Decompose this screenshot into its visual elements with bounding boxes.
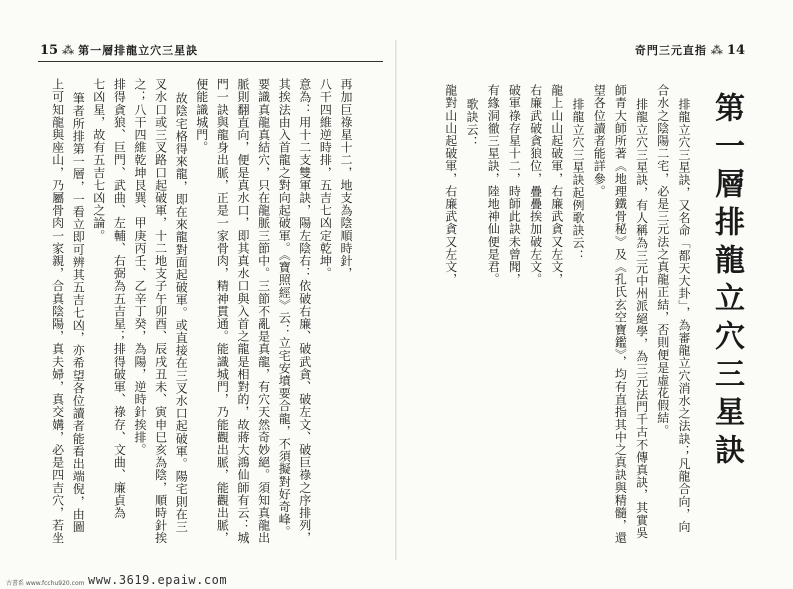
text-column: 望各位讀者能詳參。 — [592, 84, 607, 198]
right-page-header-title: 奇門三元直指 — [634, 44, 707, 57]
right-page-number: 14 — [726, 42, 745, 58]
text-column: 要識真龍真結穴，只在龍脈三節中。三節不亂是真龍，有穴天然奇妙絕。須知真龍出 — [256, 78, 271, 545]
text-column: 破軍祿存星十二，時師此訣未曾聞， — [507, 84, 522, 286]
text-column: 筆者所排第一層，一看立即可辨其五吉七凶，亦希望各位讀者能看出端倪，由圖 — [71, 92, 86, 533]
text-column: 排龍立穴三星訣，有人稱為三元中州派絕學，為三元法門千古不傳真訣，其實吳 — [634, 98, 649, 539]
text-column: 合水之陰陽二宅，必是三元法之真龍正結，否則便是虛花假結。 — [655, 84, 670, 437]
text-column: 排龍立穴三星訣，又名命「都天大卦」，為審龍立穴消水之法訣；凡龍合向，向 — [677, 98, 691, 533]
text-column: 歌訣云： — [465, 98, 479, 149]
text-column: 門一訣與龍身出脈，正是一家骨肉，精神貫通。能識城門，乃能觀出脈，能觀出脈， — [215, 78, 230, 545]
left-header-rule — [38, 61, 383, 62]
text-column: 再加巨祿星十二，地支為陰順時針， — [339, 78, 353, 280]
left-page-number: 15 — [40, 42, 59, 58]
knot-ornament-icon: ⁂ — [62, 43, 75, 57]
text-column: 上可知龍與座山，乃屬骨肉一家親，合真陰陽，真夫婦，真交媾，必是四吉穴，若坐 — [50, 78, 65, 545]
text-column: 其挨法由入首龍之對向起破軍。《寶照經》云：立宅安墳要合龍，不須擬對好奇峰。 — [277, 78, 292, 539]
left-page-header — [40, 42, 198, 58]
text-column: 龍上山山起破軍，右廉武貪又左文， — [549, 84, 564, 286]
text-column: 排龍立穴三星訣起例歌訣云： — [571, 98, 585, 262]
text-column: 七凶星，故有五吉七凶之論。 — [91, 78, 106, 242]
text-column: 叉水口或三叉路口起破軍，十二地支子午卯酉、辰戌丑未、寅申巳亥為陰，順時針挨 — [153, 78, 168, 545]
text-column: 右廉武破貪狼位，疊疊挨加破左文。 — [528, 84, 543, 286]
text-column: 之；八干四維乾坤艮巽、甲庚丙壬、乙辛丁癸，為陽，逆時針挨排。 — [133, 78, 147, 456]
text-column: 排得貪狼、巨門、武曲、左輔、右弼為五吉星；排得破軍、祿存、文曲、廉貞為 — [112, 78, 127, 519]
text-column: 師青大師所著《地理鐵骨秘》及《孔氏玄空寶鑑》，均有直指其中之真訣與精髓，還 — [613, 84, 628, 545]
text-column: 故陰宅格得來龍，即在來龍對面起破軍。或直接在三叉水口起破軍。陽宅則在三 — [174, 92, 189, 533]
text-column: 脈則翻直向，便是真水口，即其真水口與入首之龍是相對的，故蔣大鴻仙師有云：城 — [236, 78, 250, 545]
left-page-header-title: 第一層排龍立穴三星訣 — [78, 44, 199, 57]
text-column: 便能識城門。 — [194, 78, 209, 154]
chapter-title: 第一層排龍立穴三星訣 — [709, 92, 744, 472]
footer-watermark-url: www.3619.epaiw.com — [88, 573, 228, 587]
footer-site-label: 古書系 www.fcchu920.com — [6, 580, 85, 587]
text-column: 意為：用十二支雙軍訣，陽左陰右：依破右廉、破武貪、破左文、破巨祿之序排列， — [297, 78, 312, 545]
text-column: 龍對山山起破軍，右廉武貪又左文， — [443, 84, 458, 286]
text-column: 八干四維逆時排，五吉七凶定乾坤。 — [318, 78, 333, 280]
text-column: 有緣洞徹三星訣，陸地神仙便是君。 — [486, 84, 501, 286]
left-page — [0, 0, 396, 589]
right-page-header — [635, 42, 745, 58]
knot-ornament-icon: ⁂ — [710, 43, 723, 57]
